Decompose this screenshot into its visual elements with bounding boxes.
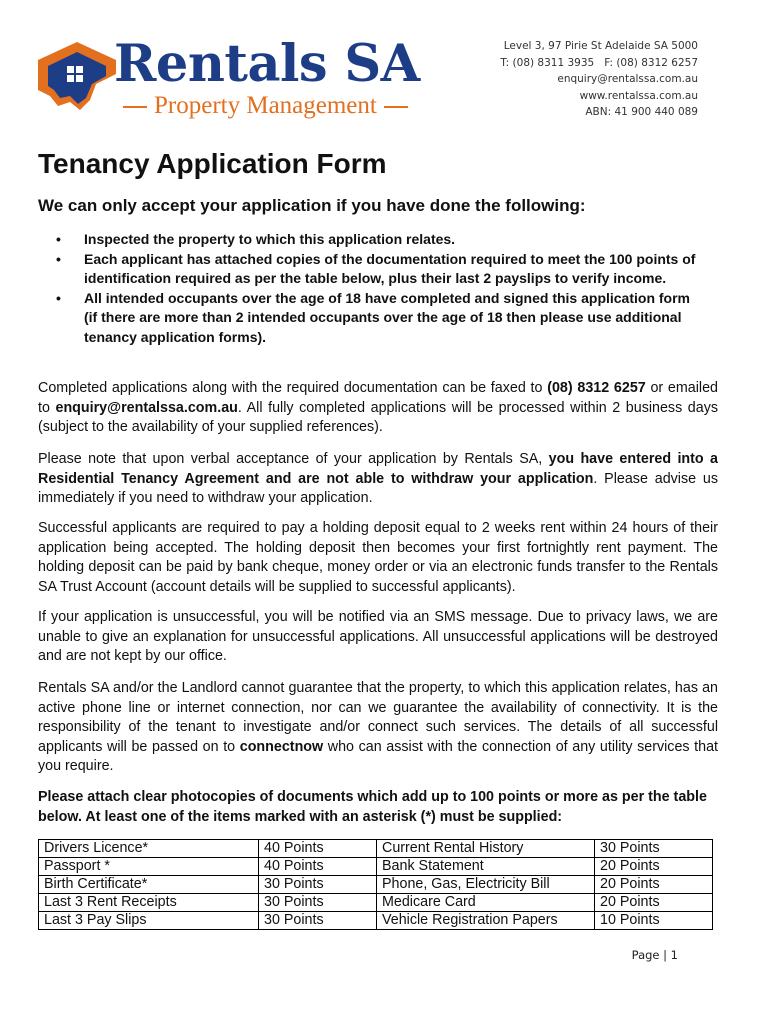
tagline-rule-right [384, 106, 408, 108]
connectnow-name: connectnow [239, 738, 324, 755]
fax-number: (08) 8312 6257 [547, 380, 646, 396]
brand-tagline [116, 92, 415, 120]
list-item: • All intended occupants over the age of 18 have completed and signed this application form (if there are more than 2 intended occupants over the age of 18 then please use additional tenancy application forms). [56, 289, 696, 348]
contact-block [500, 38, 698, 121]
table-row [39, 840, 713, 858]
table-cell: 40 Points [259, 858, 377, 876]
table-cell: 30 Points [259, 894, 377, 912]
contact-phone-fax: T: (08) 8311 3935 F: (08) 8312 6257 [500, 56, 698, 69]
table-cell: Vehicle Registration Papers [377, 912, 595, 930]
table-cell: Last 3 Pay Slips [39, 912, 259, 930]
table-cell: 30 Points [259, 876, 377, 894]
requirements-heading: We can only accept your application if you have done the following: [38, 196, 586, 215]
table-cell: 40 Points [259, 840, 377, 858]
table-cell: 10 Points [595, 912, 713, 930]
holding-deposit-paragraph: Successful applicants are required to pay a holding deposit equal to 2 weeks rent within 24 hours of their application being accepted. The holding deposit then becomes your first fortnightly rent payment. The holding deposit can be paid by bank cheque, money order or via an electronic funds transfer to the Rentals SA Trust Account (account details will be supplied to successful applicants). [38, 520, 718, 595]
email-address[interactable]: enquiry@rentalssa.com.au [55, 399, 238, 416]
table-row [39, 912, 713, 930]
tagline-rule-left [123, 106, 147, 108]
brand-logo [36, 34, 476, 120]
table-cell: 30 Points [595, 840, 713, 858]
submission-paragraph: Completed applications along with the required documentation can be faxed to (08) 8312 6257 or emailed to enquiry@rentalssa.com.au. All fully completed applications will be processed within 2 business days (subject to the availability of your supplied references). [38, 380, 718, 435]
table-cell: Phone, Gas, Electricity Bill [377, 876, 595, 894]
table-row [39, 876, 713, 894]
page-number: Page | 1 [631, 948, 678, 962]
table-cell: 20 Points [595, 858, 713, 876]
table-cell: Medicare Card [377, 894, 595, 912]
table-cell: 20 Points [595, 876, 713, 894]
page-title: Tenancy Application Form [38, 148, 387, 179]
table-cell: 20 Points [595, 894, 713, 912]
list-item: • Each applicant has attached copies of the documentation required to meet the 100 points of identification required as per the table below, plus their last 2 payslips to verify income. [56, 250, 696, 289]
table-cell: Passport * [39, 858, 259, 876]
attach-documents-note: Please attach clear photocopies of documents which add up to 100 points or more as per the table below. At least one of the items marked with an asterisk (*) must be supplied: [38, 789, 707, 825]
table-cell: 30 Points [259, 912, 377, 930]
brand-name: Rentals SA [114, 34, 420, 94]
tagline-text: Property Management [154, 92, 377, 119]
list-item: • Inspected the property to which this application relates. [56, 230, 696, 250]
table-row [39, 858, 713, 876]
table-row [39, 894, 713, 912]
contact-abn: ABN: 41 900 440 089 [585, 106, 698, 118]
table-cell: Bank Statement [377, 858, 595, 876]
contact-address: Level 3, 97 Pirie St Adelaide SA 5000 [503, 40, 698, 52]
table-cell: Current Rental History [377, 840, 595, 858]
table-cell: Drivers Licence* [39, 840, 259, 858]
utilities-paragraph: Rentals SA and/or the Landlord cannot guarantee that the property, to which this application relates, has an active phone line or internet connection, nor can we guarantee the availability of connectivity. It is the responsibility of the tenant to investigate and/or connect such services. The details of all successful applicants will be passed on to connectnow who can assist with the connection of any utility services that you require. [38, 680, 718, 774]
contact-website[interactable]: www.rentalssa.com.au [579, 89, 698, 102]
house-map-icon [36, 40, 118, 116]
identification-points-table [38, 839, 713, 930]
acceptance-paragraph: Please note that upon verbal acceptance of your application by Rentals SA, you have entered into a Residential Tenancy Agreement and are not able to withdraw your application. Please advise us immediately if you need to withdraw your application. [38, 451, 719, 506]
unsuccessful-paragraph: If your application is unsuccessful, you will be notified via an SMS message. Due to privacy laws, we are unable to give an explanation for unsuccessful applications. All unsuccessful applications will be destroyed and are not kept by our office. [38, 609, 718, 664]
requirements-list [56, 230, 696, 347]
table-cell: Last 3 Rent Receipts [39, 894, 259, 912]
table-cell: Birth Certificate* [39, 876, 259, 894]
contact-email[interactable]: enquiry@rentalssa.com.au [557, 73, 698, 85]
